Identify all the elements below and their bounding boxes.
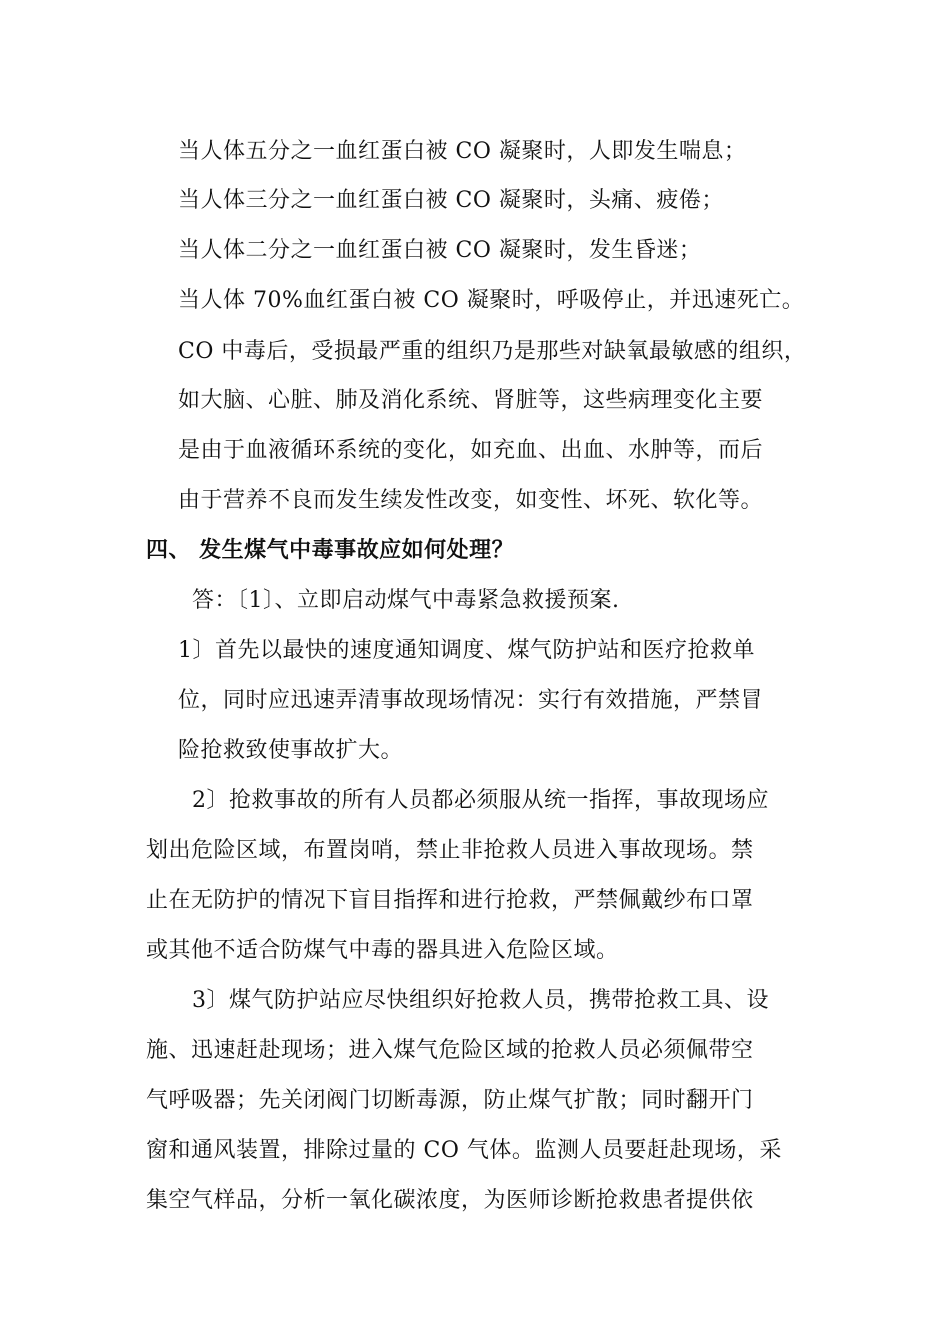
step2-line: 或其他不适合防煤气中毒的器具进入危险区域。 [146, 938, 619, 963]
section-heading: 四、 发生煤气中毒事故应如何处理？ [146, 538, 515, 563]
intro-line: 当人体 70%血红蛋白被 CO 凝聚时，呼吸停止，并迅速死亡。 [178, 288, 805, 313]
intro-line: 当人体三分之一血红蛋白被 CO 凝聚时，头痛、疲倦； [178, 188, 724, 213]
intro-line: CO 中毒后，受损最严重的组织乃是那些对缺氧最敏感的组织， [178, 339, 807, 364]
intro-line: 当人体五分之一血红蛋白被 CO 凝聚时，人即发生喘息； [178, 139, 747, 164]
step3-line: 3〕煤气防护站应尽快组织好抢救人员，携带抢救工具、设 [192, 988, 769, 1013]
step2-line: 止在无防护的情况下盲目指挥和进行抢救，严禁佩戴纱布口罩 [146, 888, 754, 913]
step3-line: 施、迅速赶赴现场；进入煤气危险区域的抢救人员必须佩带空 [146, 1038, 754, 1063]
step2-line: 2〕抢救事故的所有人员都必须服从统一指挥，事故现场应 [192, 788, 769, 813]
intro-line: 是由于血液循环系统的变化，如充血、出血、水肿等，而后 [178, 438, 764, 463]
step3-line: 窗和通风装置，排除过量的 CO 气体。监测人员要赶赴现场，采 [146, 1138, 782, 1163]
step3-line: 集空气样品，分析一氧化碳浓度，为医师诊断抢救患者提供依 [146, 1188, 754, 1213]
step3-line: 气呼吸器；先关闭阀门切断毒源，防止煤气扩散；同时翻开门 [146, 1088, 754, 1113]
step2-line: 划出危险区域，布置岗哨，禁止非抢救人员进入事故现场。禁 [146, 838, 754, 863]
answer-line: 答：〔1〕、立即启动煤气中毒紧急救援预案. [192, 588, 620, 613]
step1-line: 1〕首先以最快的速度通知调度、煤气防护站和医疗抢救单 [178, 638, 755, 663]
intro-line: 当人体二分之一血红蛋白被 CO 凝聚时，发生昏迷； [178, 238, 702, 263]
step1-line: 险抢救致使事故扩大。 [178, 738, 404, 763]
intro-line: 如大脑、心脏、肺及消化系统、肾脏等，这些病理变化主要 [178, 388, 764, 413]
step1-line: 位，同时应迅速弄清事故现场情况：实行有效措施，严禁冒 [178, 688, 764, 713]
intro-line: 由于营养不良而发生续发性改变，如变性、坏死、软化等。 [178, 488, 764, 513]
